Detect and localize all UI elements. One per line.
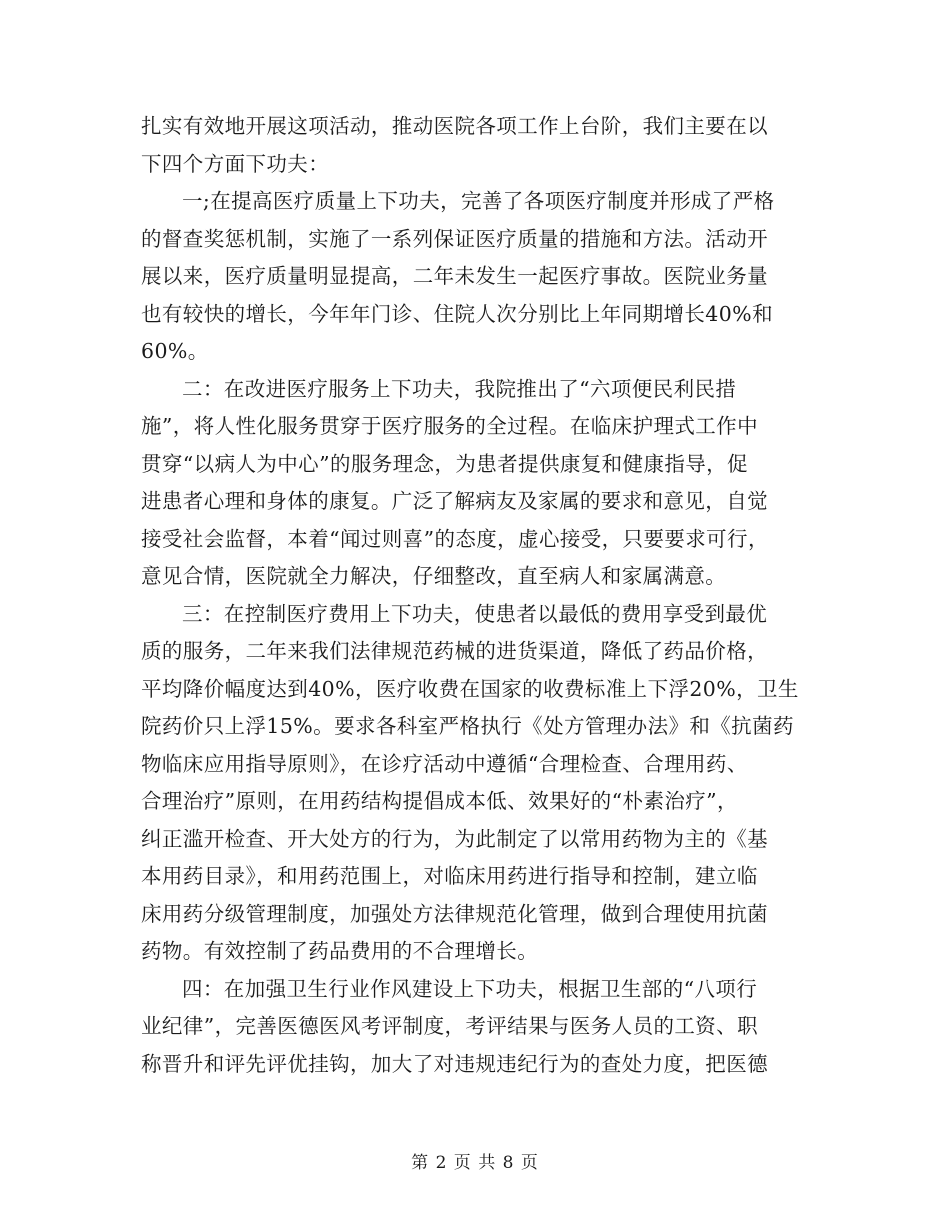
text-line: 物临床应用指导原则》，在诊疗活动中遵循“合理检查、合理用药、 <box>141 751 748 776</box>
text-line: 进患者心理和身体的康复。广泛了解病友及家属的要求和意见，自觉 <box>141 489 768 513</box>
text-line: 称晋升和评先评优挂钩，加大了对违规违纪行为的查处力度，把医德 <box>141 1051 768 1076</box>
text-line: 接受社会监督，本着“闻过则喜”的态度，虚心接受，只要要求可行， <box>141 526 769 551</box>
text-line: 60%。 <box>141 339 209 363</box>
text-line: 扎实有效地开展这项活动，推动医院各项工作上台阶，我们主要在以 <box>141 114 768 138</box>
text-line: 床用药分级管理制度，加强处方法律规范化管理，做到合理使用抗菌 <box>141 901 768 926</box>
text-line: 药物。有效控制了药品费用的不合理增长。 <box>141 939 539 963</box>
text-line: 下四个方面下功夫： <box>141 151 330 176</box>
document-body <box>141 108 811 1083</box>
page-footer: 第 2 页 共 8 页 <box>411 1153 539 1173</box>
text-line: 贯穿“以病人为中心”的服务理念，为患者提供康复和健康指导，促 <box>141 451 748 476</box>
text-line: 四：在加强卫生行业作风建设上下功夫，根据卫生部的“八项行 <box>182 976 758 1001</box>
text-line: 施”，将人性化服务贯穿于医疗服务的全过程。在临床护理式工作中 <box>141 414 758 438</box>
text-line: 也有较快的增长，今年年门诊、住院人次分别比上年同期增长40%和 <box>141 301 773 326</box>
text-line: 平均降价幅度达到40%，医疗收费在国家的收费标准上下浮20%，卫生 <box>141 676 799 701</box>
text-line: 院药价只上浮15%。要求各科室严格执行《处方管理办法》和《抗菌药 <box>141 714 794 738</box>
text-line: 合理治疗”原则，在用药结构提倡成本低、效果好的“朴素治疗”， <box>141 789 738 813</box>
text-line: 质的服务，二年来我们法律规范药械的进货渠道，降低了药品价格， <box>141 639 768 663</box>
text-line: 一;在提高医疗质量上下功夫，完善了各项医疗制度并形成了严格 <box>182 189 775 213</box>
text-line: 三：在控制医疗费用上下功夫，使患者以最低的费用享受到最优 <box>182 601 768 626</box>
text-line: 二：在改进医疗服务上下功夫，我院推出了“六项便民利民措 <box>182 376 737 401</box>
text-line: 展以来，医疗质量明显提高，二年未发生一起医疗事故。医院业务量 <box>141 264 768 288</box>
text-line: 的督查奖惩机制，实施了一系列保证医疗质量的措施和方法。活动开 <box>141 226 768 251</box>
text-line: 意见合情，医院就全力解决，仔细整改，直至病人和家属满意。 <box>141 564 727 588</box>
text-line: 纠正滥开检查、开大处方的行为，为此制定了以常用药物为主的《基 <box>141 826 768 851</box>
text-line: 本用药目录》，和用药范围上，对临床用药进行指导和控制，建立临 <box>141 864 758 888</box>
text-line: 业纪律”，完善医德医风考评制度，考评结果与医务人员的工资、职 <box>141 1014 758 1038</box>
